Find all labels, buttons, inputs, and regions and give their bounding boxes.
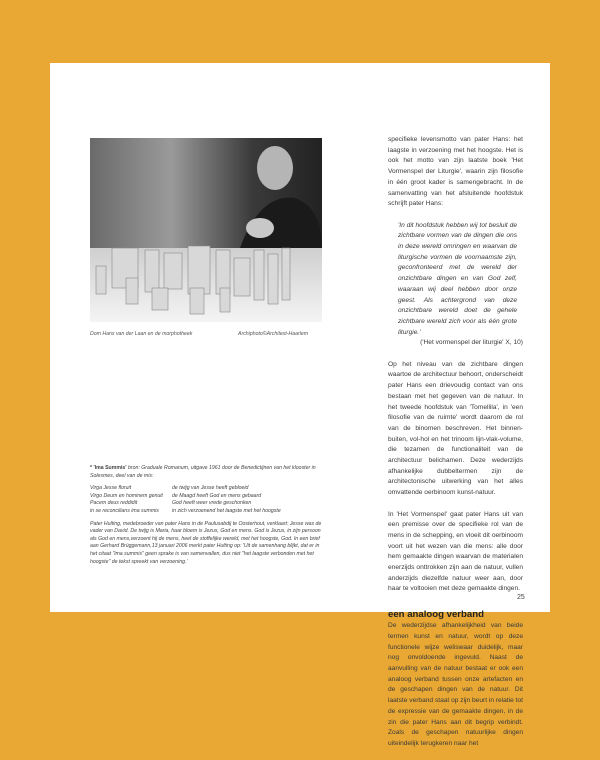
text-column xyxy=(388,135,523,760)
block-quote: 'In dit hoofdstuk hebben wij tot besluit de zichtbare vormen van de dingen die ons in deze wereld omringen en waarvan de liturgische vormen de voornaamste zijn, geconfronteerd met de wereld der onzichtbare dingen en van God zelf, waaraan wij deel hebben door onze geest. Als achtergrond van deze onzichtbare wereld doet de gehele zichtbare wereld zich voor als één grote liturgie.' xyxy=(398,221,517,336)
verse-dutch: God heeft weer vrede geschonken xyxy=(172,500,252,507)
paragraph: Op het niveau van de zichtbare dingen waartoe de architectuur behoort, onderscheidt pater Hans een drievoudig contact van ons bestaan met het gegeven van de natuur. In het tweede hoofdstuk van 'Tomellila', in 'een filosofie van de ruimte' wordt daarom de rol van de binomen beschreven. Het binnen-buiten, vol-hol en het trinoom lijn-vlak-volume, die tezamen de functionaliteit van de architectuur belichamen. Deze wederzijds afhankelijke dubbeltermen zijn de architectonische uitwerking van het alles omvattende oerbinoom kunst-natuur. xyxy=(388,360,523,497)
photo-morphotheek xyxy=(90,138,322,322)
book-page xyxy=(50,63,550,747)
verse-dutch: de twijg van Jesse heeft gebloeid xyxy=(172,485,249,492)
footnote-commentary: Pater Hulting, medebroeder van pater Hans in de Paulusabdij te Oosterhout, verklaart: Jesse was de vader van David. De twijg is Maria, haar bloem is Jezus, God en mens. God is Jezus, in zijn persoon als God en mens,verzoent hij de mens, heel de stoffelijke wereld, met het hoogste, God. In een brief aan Gerhard Brüggemann,13 januari 2006 merkt pater Hulting op: 'Uit de samenhang blijkt, dat er in het citaat "ima summis" geen sprake is van samenvallen, dus niet "het laagste verbonden met het hoogste" de tekst spreekt van verzoening.' xyxy=(90,520,322,565)
verse-table xyxy=(90,485,328,515)
quote-citation: ('Het vormenspel der liturgie' X, 10) xyxy=(420,339,523,347)
footnote-mark: * xyxy=(90,465,93,471)
verse-latin: Virga Jesse floruit xyxy=(90,485,132,492)
verse-dutch: de Maagd heeft God en mens gebaard xyxy=(172,492,262,499)
verse-latin: in se reconcilians ima summis xyxy=(90,507,159,514)
page-number: 25 xyxy=(517,594,525,601)
paragraph: In 'Het Vormenspel' gaat pater Hans uit van een premisse over de specifieke rol van de mens in de schepping, en vloeit dit oerbinoom voort uit het wezen van die mens: alle door hem gemaakte dingen waarvan de materialen enerzijds onttrokken zijn aan de natuur, vullen anderzijds diezelfde natuur weer aan, door haar te voltooien met deze gemaakte dingen. xyxy=(388,510,523,593)
paragraph: De wederzijdse afhankelijkheid van beide termen kunst en natuur, wordt op deze functionele wijze weliswaar duidelijk, maar nog onvoldoende ingevuld. Naast de aanvulling van de natuur bestaat er ook een analoog verband tussen onze artefacten en de geschapen dingen van de natuur. Dit laatste verband staat op zijn beurt in relatie tot de expressie van de gemaakte dingen, in de zin die pater Hans aan dit begrip verbindt. Zoals de geschapen natuurlijke dingen uiteindelijk terugkeren naar het xyxy=(388,622,523,747)
footnote xyxy=(90,465,328,571)
section-heading: een analoog verband xyxy=(388,609,484,621)
verse-latin: Pacem deus reddidit xyxy=(90,500,138,507)
paragraph: specifieke levensmotto van pater Hans: het laagste in verzoening met het hoogste. Het is ook het motto van zijn laatste boek 'Het Vormenspel der Liturgie', waarin zijn filosofie in één groot kader is samengebracht. In de samenvatting van het afsluitende hoofdstuk schrijft pater Hans: xyxy=(388,136,523,208)
photo-caption: Dom Hans van der Laan en de morphotheek xyxy=(90,331,193,337)
photo-credit: Archiphoto©Architext-Haarlem xyxy=(238,331,309,337)
verse-latin: Virgo Deum en hominem genuit xyxy=(90,492,163,499)
footnote-intro: bron: Graduale Romanum, uitgave 1961 door de Benedictijnen van het klooster in Solesmes, deel van de mis: xyxy=(90,465,316,479)
verse-dutch: in zich verzoenend het laagste met het hoogste xyxy=(172,507,281,514)
footnote-title: 'Ima Summis' xyxy=(93,465,127,471)
